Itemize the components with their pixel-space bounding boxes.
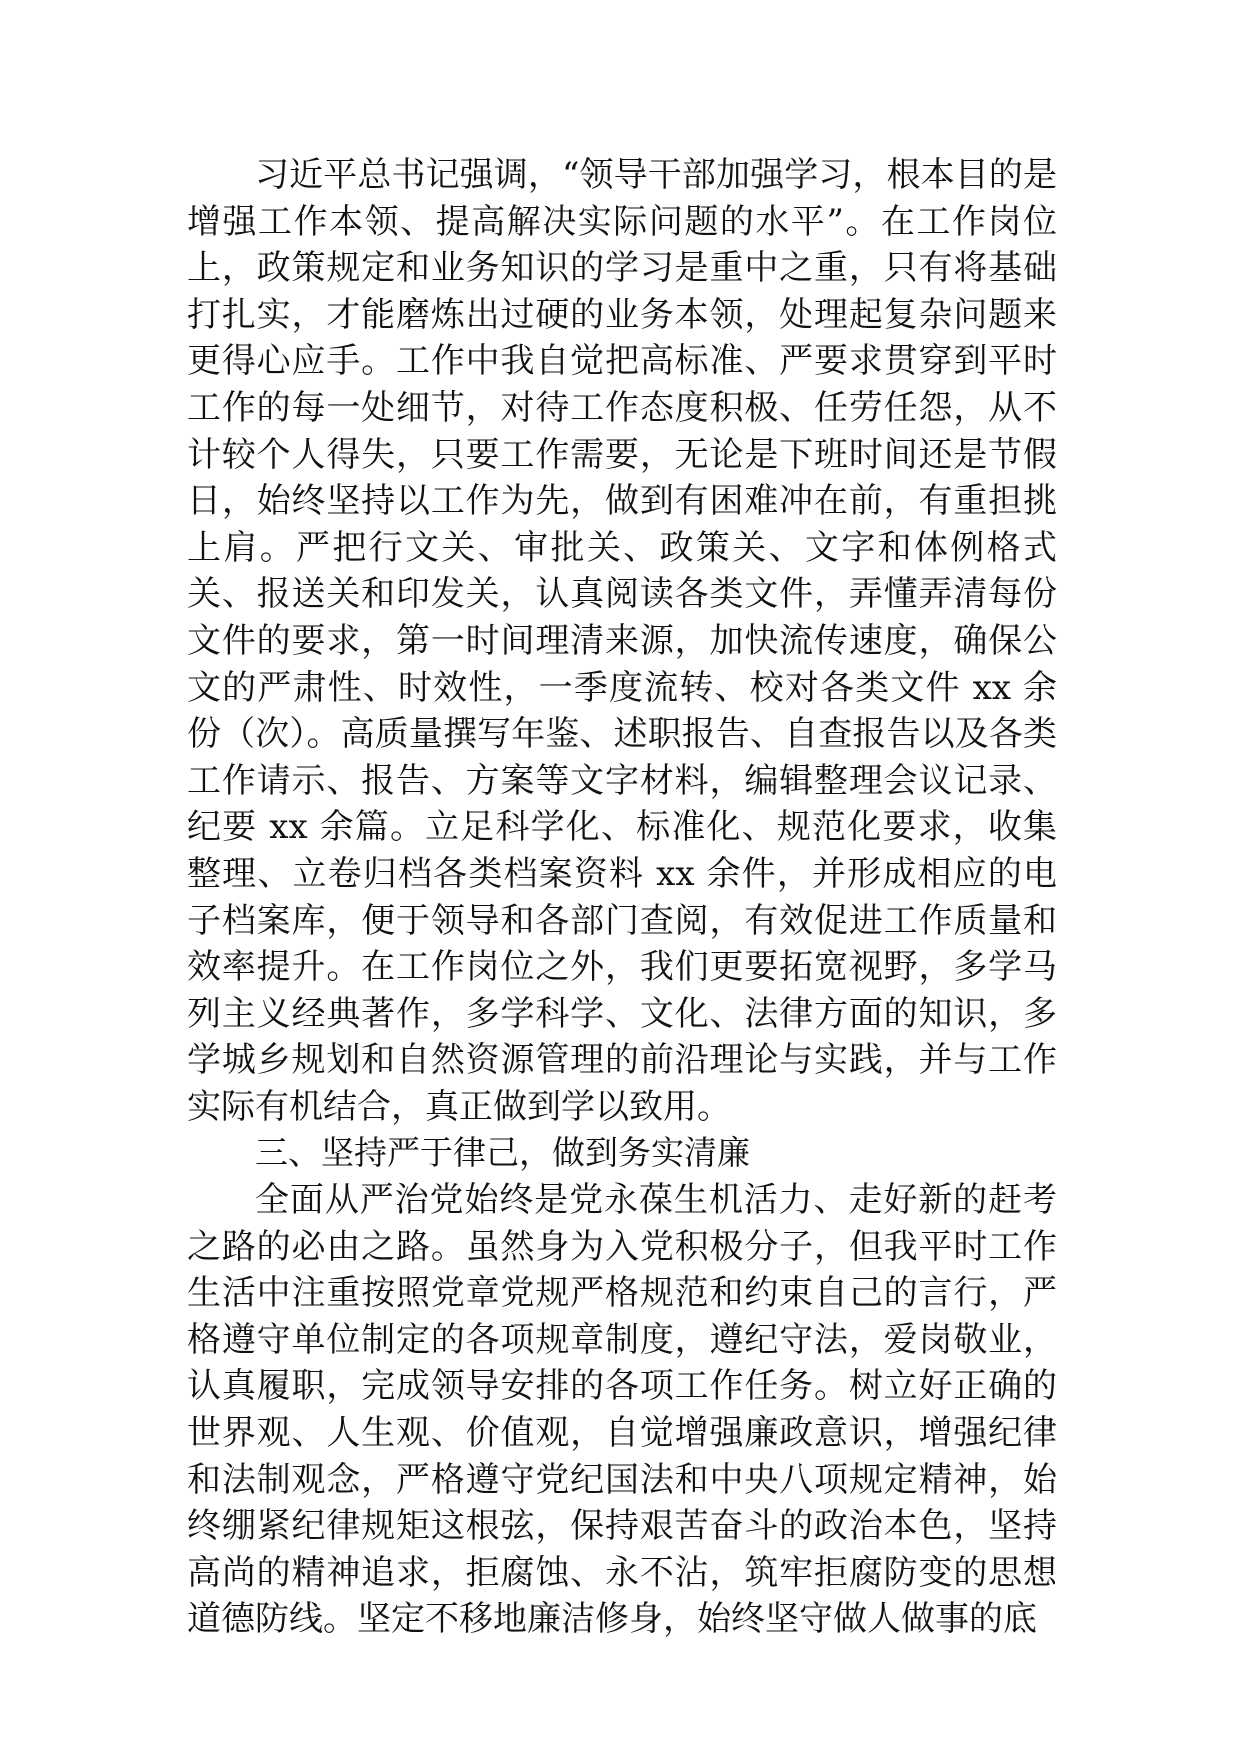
body-paragraph-integrity: 全面从严治党始终是党永葆生机活力、走好新的赶考之路的必由之路。虽然身为入党积极分子，但我平时工作生活中注重按照党章党规严格规范和约束自己的言行，严格遵守单位制定的各项规章制度，遵纪守法，爱岗敬业，认真履职，完成领导安排的各项工作任务。树立好正确的世界观、人生观、价值观，自觉增强廉政意识，增强纪律和法制观念，严格遵守党纪国法和中央八项规定精神，始终绷紧纪律规矩这根弦，保持艰苦奋斗的政治本色，坚持高尚的精神追求，拒腐蚀、永不沾，筑牢拒腐防变的思想道德防线。坚定不移地廉洁修身，始终坚守做人做事的底 — [187, 1180, 1057, 1640]
section-heading-three: 三、坚持严于律己，做到务实清廉 — [255, 1133, 750, 1173]
document-body — [187, 152, 1057, 1643]
body-paragraph-study: 习近平总书记强调，“领导干部加强学习，根本目的是增强工作本领、提高解决实际问题的水平”。在工作岗位上，政策规定和业务知识的学习是重中之重，只有将基础打扎实，才能磨炼出过硬的业务本领，处理起复杂问题来更得心应手。工作中我自觉把高标准、严要求贯穿到平时工作的每一处细节，对待工作态度积极、任劳任怨，从不计较个人得失，只要工作需要，无论是下班时间还是节假日，始终坚持以工作为先，做到有困难冲在前，有重担挑上肩。严把行文关、审批关、政策关、文字和体例格式关、报送关和印发关，认真阅读各类文件，弄懂弄清每份文件的要求，第一时间理清来源，加快流传速度，确保公文的严肃性、时效性，一季度流转、校对各类文件 xx 余份（次）。高质量撰写年鉴、述职报告、自查报告以及各类工作请示、报告、方案等文字材料，编辑整理会议记录、纪要 xx 余篇。立足科学化、标准化、规范化要求，收集整理、立卷归档各类档案资料 xx 余件，并形成相应的电子档案库，便于领导和各部门查阅，有效促进工作质量和效率提升。在工作岗位之外，我们更要拓宽视野，多学马列主义经典著作，多学科学、文化、法律方面的知识，多学城乡规划和自然资源管理的前沿理论与实践，并与工作实际有机结合，真正做到学以致用。 — [187, 155, 1057, 1127]
